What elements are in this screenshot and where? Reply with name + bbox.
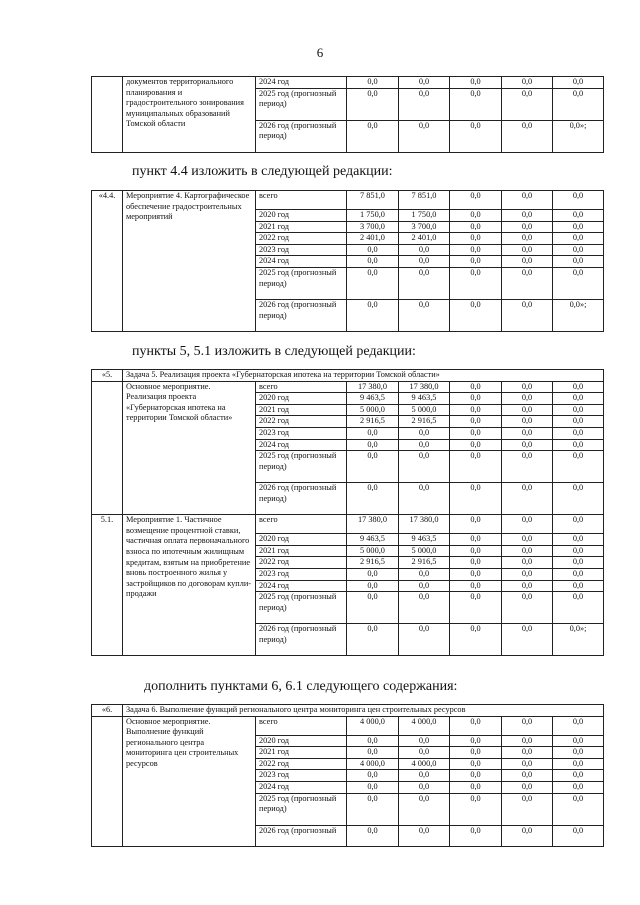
year-cell: 2020 год (256, 393, 347, 405)
value-cell: 0,0 (553, 244, 604, 256)
table-row (92, 77, 604, 89)
table-row (92, 515, 604, 534)
value-cell: 0,0 (502, 244, 553, 256)
value-cell: 0,0 (347, 592, 399, 624)
value-cell: 0,0 (553, 580, 604, 592)
value-cell: 0,0 (347, 77, 399, 89)
value-cell: 0,0 (347, 120, 399, 152)
value-cell: 0,0 (502, 735, 553, 747)
value-cell: 0,0 (450, 580, 502, 592)
year-cell: 2026 год (прогнозный период) (256, 483, 347, 515)
value-cell: 0,0 (399, 770, 450, 782)
task-number: «6. (92, 705, 123, 717)
value-cell: 0,0 (450, 393, 502, 405)
value-cell: 5 000,0 (399, 545, 450, 557)
year-cell: 2022 год (256, 557, 347, 569)
year-cell: 2023 год (256, 770, 347, 782)
value-cell: 0,0 (450, 770, 502, 782)
value-cell: 0,0 (502, 770, 553, 782)
item-name: Мероприятие 1. Частичное возмещение процентной ставки, частичная оплата первоначального взноса по ипотечным жилищным кредитам, взятым на приобретение вновь построенного жилья у застройщиков по договорам купли-продажи (123, 515, 256, 656)
year-cell: всего (256, 191, 347, 210)
value-cell: 0,0 (450, 781, 502, 793)
value-cell: 0,0 (553, 568, 604, 580)
year-cell: 2021 год (256, 747, 347, 759)
value-cell: 2 916,5 (347, 416, 399, 428)
value-cell: 0,0 (502, 191, 553, 210)
value-cell: 0,0 (553, 545, 604, 557)
value-cell: 0,0 (347, 427, 399, 439)
page-number: 6 (316, 45, 324, 60)
item-name: Мероприятие 4. Картографическое обеспечение градостроительных мероприятий (123, 191, 256, 332)
value-cell: 0,0 (502, 716, 553, 735)
year-cell: 2026 год (прогнозный (256, 825, 347, 846)
value-cell: 9 463,5 (347, 393, 399, 405)
value-cell: 0,0 (502, 793, 553, 825)
value-cell: 0,0 (450, 416, 502, 428)
value-cell: 0,0 (553, 557, 604, 569)
value-cell: 0,0 (502, 568, 553, 580)
value-cell: 0,0 (502, 393, 553, 405)
value-cell: 0,0 (399, 483, 450, 515)
heading-5: пункты 5, 5.1 изложить в следующей редакции: (132, 344, 416, 359)
value-cell: 0,0 (502, 758, 553, 770)
value-cell: 9 463,5 (347, 534, 399, 546)
value-cell: 0,0 (502, 747, 553, 759)
value-cell: 0,0 (399, 427, 450, 439)
value-cell: 0,0 (347, 299, 399, 331)
value-cell: 0,0 (450, 545, 502, 557)
value-cell: 0,0 (502, 404, 553, 416)
value-cell: 0,0 (399, 624, 450, 656)
value-cell: 0,0 (399, 781, 450, 793)
value-cell: 0,0 (553, 221, 604, 233)
task-title: Задача 6. Выполнение функций регионального центра мониторинга цен строительных ресурсов (123, 705, 604, 717)
value-cell: 0,0 (553, 210, 604, 222)
value-cell: 0,0 (553, 233, 604, 245)
value-cell: 0,0 (399, 120, 450, 152)
value-cell: 0,0 (347, 825, 399, 846)
item-number (92, 77, 123, 153)
value-cell: 0,0 (553, 747, 604, 759)
value-cell: 0,0 (347, 568, 399, 580)
value-cell: 0,0 (450, 233, 502, 245)
value-cell: 0,0 (553, 793, 604, 825)
table-5 (91, 369, 604, 656)
value-cell: 4 000,0 (347, 716, 399, 735)
value-cell: 0,0 (347, 267, 399, 299)
value-cell: 0,0 (502, 781, 553, 793)
value-cell: 17 380,0 (399, 515, 450, 534)
year-cell: 2022 год (256, 416, 347, 428)
value-cell: 0,0 (399, 439, 450, 451)
year-cell: 2025 год (прогнозный период) (256, 267, 347, 299)
value-cell: 0,0 (502, 267, 553, 299)
value-cell: 0,0 (553, 439, 604, 451)
year-cell: 2026 год (прогнозный период) (256, 120, 347, 152)
value-cell: 0,0 (553, 534, 604, 546)
year-cell: 2020 год (256, 210, 347, 222)
value-cell: 0,0 (553, 735, 604, 747)
value-cell: 0,0 (502, 427, 553, 439)
year-cell: 2023 год (256, 244, 347, 256)
value-cell: 0,0 (502, 416, 553, 428)
value-cell: 2 401,0 (399, 233, 450, 245)
year-cell: 2024 год (256, 781, 347, 793)
value-cell: 0,0 (399, 88, 450, 120)
value-cell: 0,0 (347, 747, 399, 759)
value-cell: 0,0 (502, 483, 553, 515)
item-number (92, 716, 123, 846)
task-number: «5. (92, 370, 123, 382)
task-row (92, 705, 604, 717)
value-cell: 0,0 (450, 747, 502, 759)
value-cell: 0,0 (450, 191, 502, 210)
value-cell: 0,0 (450, 210, 502, 222)
table-4-4 (91, 190, 604, 332)
value-cell: 3 700,0 (347, 221, 399, 233)
value-cell: 0,0 (502, 299, 553, 331)
value-cell: 0,0 (502, 557, 553, 569)
value-cell: 0,0 (450, 381, 502, 393)
table-row (92, 716, 604, 735)
value-cell: 0,0 (553, 451, 604, 483)
value-cell: 0,0 (450, 404, 502, 416)
value-cell: 0,0 (347, 770, 399, 782)
value-cell: 3 700,0 (399, 221, 450, 233)
value-cell: 0,0»; (553, 120, 604, 152)
item-name: Основное мероприятие. Реализация проекта «Губернаторская ипотека на территории Томской области» (123, 381, 256, 515)
item-number: 5.1. (92, 515, 123, 656)
value-cell: 0,0 (399, 451, 450, 483)
table-row (92, 191, 604, 210)
value-cell: 0,0 (450, 88, 502, 120)
value-cell: 0,0 (553, 404, 604, 416)
table-6 (91, 704, 604, 847)
value-cell: 5 000,0 (399, 404, 450, 416)
value-cell: 0,0 (502, 221, 553, 233)
value-cell: 0,0 (502, 534, 553, 546)
value-cell: 0,0 (450, 267, 502, 299)
value-cell: 2 401,0 (347, 233, 399, 245)
value-cell: 0,0 (399, 793, 450, 825)
value-cell: 4 000,0 (399, 758, 450, 770)
value-cell: 0,0 (450, 427, 502, 439)
value-cell: 0,0 (553, 381, 604, 393)
task-row (92, 370, 604, 382)
table-continuation (91, 76, 604, 153)
value-cell: 0,0 (553, 427, 604, 439)
value-cell: 7 851,0 (399, 191, 450, 210)
value-cell: 0,0 (502, 825, 553, 846)
value-cell: 5 000,0 (347, 404, 399, 416)
value-cell: 0,0 (502, 451, 553, 483)
year-cell: 2024 год (256, 77, 347, 89)
value-cell: 0,0 (399, 244, 450, 256)
item-name: документов территориального планирования и градостроительного зонирования муниципальных образований Томской области (123, 77, 256, 153)
value-cell: 0,0 (347, 781, 399, 793)
value-cell: 0,0 (502, 439, 553, 451)
value-cell: 0,0 (553, 515, 604, 534)
year-cell: 2026 год (прогнозный период) (256, 299, 347, 331)
value-cell: 0,0 (450, 735, 502, 747)
value-cell: 2 916,5 (399, 416, 450, 428)
value-cell: 0,0 (450, 244, 502, 256)
value-cell: 0,0»; (553, 624, 604, 656)
value-cell: 0,0 (553, 416, 604, 428)
value-cell: 0,0 (450, 758, 502, 770)
value-cell: 0,0 (502, 88, 553, 120)
value-cell: 0,0 (553, 716, 604, 735)
value-cell: 0,0 (502, 77, 553, 89)
value-cell: 0,0 (347, 439, 399, 451)
value-cell: 0,0 (347, 88, 399, 120)
value-cell: 0,0 (399, 568, 450, 580)
value-cell: 0,0 (450, 534, 502, 546)
value-cell: 0,0 (450, 568, 502, 580)
value-cell: 0,0 (399, 299, 450, 331)
year-cell: всего (256, 716, 347, 735)
year-cell: 2025 год (прогнозный период) (256, 592, 347, 624)
year-cell: 2025 год (прогнозный период) (256, 88, 347, 120)
table-row (92, 381, 604, 393)
value-cell: 0,0 (399, 747, 450, 759)
value-cell: 0,0 (502, 624, 553, 656)
value-cell: 0,0 (553, 256, 604, 268)
value-cell: 0,0 (450, 439, 502, 451)
value-cell: 0,0 (347, 483, 399, 515)
year-cell: 2021 год (256, 545, 347, 557)
value-cell: 0,0 (347, 793, 399, 825)
value-cell: 0,0 (399, 592, 450, 624)
value-cell: 0,0 (450, 77, 502, 89)
value-cell: 0,0 (399, 580, 450, 592)
value-cell: 0,0 (399, 256, 450, 268)
value-cell: 0,0 (553, 781, 604, 793)
year-cell: 2022 год (256, 233, 347, 245)
value-cell: 0,0»; (553, 299, 604, 331)
value-cell: 0,0 (502, 580, 553, 592)
heading-4-4: пункт 4.4 изложить в следующей редакции: (132, 164, 393, 179)
value-cell: 0,0 (450, 515, 502, 534)
value-cell: 0,0 (553, 77, 604, 89)
item-name: Основное мероприятие. Выполнение функций регионального центра мониторинга цен строительных ресурсов (123, 716, 256, 846)
year-cell: 2026 год (прогнозный период) (256, 624, 347, 656)
value-cell: 0,0 (450, 557, 502, 569)
value-cell: 0,0 (553, 592, 604, 624)
value-cell: 0,0 (553, 483, 604, 515)
value-cell: 0,0 (399, 825, 450, 846)
year-cell: 2024 год (256, 580, 347, 592)
value-cell: 0,0 (450, 120, 502, 152)
value-cell: 0,0 (450, 451, 502, 483)
value-cell: 0,0 (450, 256, 502, 268)
value-cell: 0,0 (399, 735, 450, 747)
value-cell: 2 916,5 (399, 557, 450, 569)
value-cell: 4 000,0 (347, 758, 399, 770)
value-cell: 0,0 (502, 592, 553, 624)
value-cell: 0,0 (347, 256, 399, 268)
value-cell: 0,0 (450, 221, 502, 233)
value-cell: 0,0 (347, 580, 399, 592)
value-cell: 1 750,0 (347, 210, 399, 222)
value-cell: 0,0 (347, 244, 399, 256)
value-cell: 0,0 (347, 735, 399, 747)
value-cell: 0,0 (450, 716, 502, 735)
value-cell: 17 380,0 (347, 381, 399, 393)
value-cell: 0,0 (553, 393, 604, 405)
value-cell: 0,0 (502, 256, 553, 268)
year-cell: 2024 год (256, 256, 347, 268)
item-number: «4.4. (92, 191, 123, 332)
year-cell: 2023 год (256, 427, 347, 439)
value-cell: 0,0 (450, 299, 502, 331)
value-cell: 0,0 (450, 624, 502, 656)
value-cell: 0,0 (450, 592, 502, 624)
value-cell: 0,0 (502, 233, 553, 245)
value-cell: 2 916,5 (347, 557, 399, 569)
value-cell: 17 380,0 (347, 515, 399, 534)
value-cell: 4 000,0 (399, 716, 450, 735)
value-cell: 9 463,5 (399, 534, 450, 546)
year-cell: 2021 год (256, 221, 347, 233)
value-cell: 0,0 (399, 77, 450, 89)
value-cell: 5 000,0 (347, 545, 399, 557)
year-cell: 2025 год (прогнозный период) (256, 793, 347, 825)
year-cell: 2022 год (256, 758, 347, 770)
year-cell: 2023 год (256, 568, 347, 580)
year-cell: 2024 год (256, 439, 347, 451)
value-cell: 0,0 (347, 451, 399, 483)
year-cell: 2020 год (256, 534, 347, 546)
value-cell: 0,0 (502, 545, 553, 557)
value-cell: 0,0 (553, 825, 604, 846)
value-cell: 17 380,0 (399, 381, 450, 393)
value-cell: 0,0 (502, 120, 553, 152)
value-cell: 0,0 (347, 624, 399, 656)
year-cell: всего (256, 515, 347, 534)
value-cell: 0,0 (553, 758, 604, 770)
item-number (92, 381, 123, 515)
value-cell: 0,0 (553, 770, 604, 782)
value-cell: 9 463,5 (399, 393, 450, 405)
value-cell: 0,0 (502, 381, 553, 393)
heading-6: дополнить пунктами 6, 6.1 следующего содержания: (144, 679, 458, 694)
value-cell: 0,0 (553, 267, 604, 299)
value-cell: 0,0 (450, 793, 502, 825)
year-cell: 2025 год (прогнозный период) (256, 451, 347, 483)
value-cell: 0,0 (502, 515, 553, 534)
year-cell: 2021 год (256, 404, 347, 416)
year-cell: всего (256, 381, 347, 393)
year-cell: 2020 год (256, 735, 347, 747)
task-title: Задача 5. Реализация проекта «Губернаторская ипотека на территории Томской области» (123, 370, 604, 382)
value-cell: 7 851,0 (347, 191, 399, 210)
value-cell: 0,0 (553, 88, 604, 120)
value-cell: 0,0 (502, 210, 553, 222)
value-cell: 1 750,0 (399, 210, 450, 222)
value-cell: 0,0 (450, 483, 502, 515)
value-cell: 0,0 (553, 191, 604, 210)
value-cell: 0,0 (399, 267, 450, 299)
value-cell: 0,0 (450, 825, 502, 846)
